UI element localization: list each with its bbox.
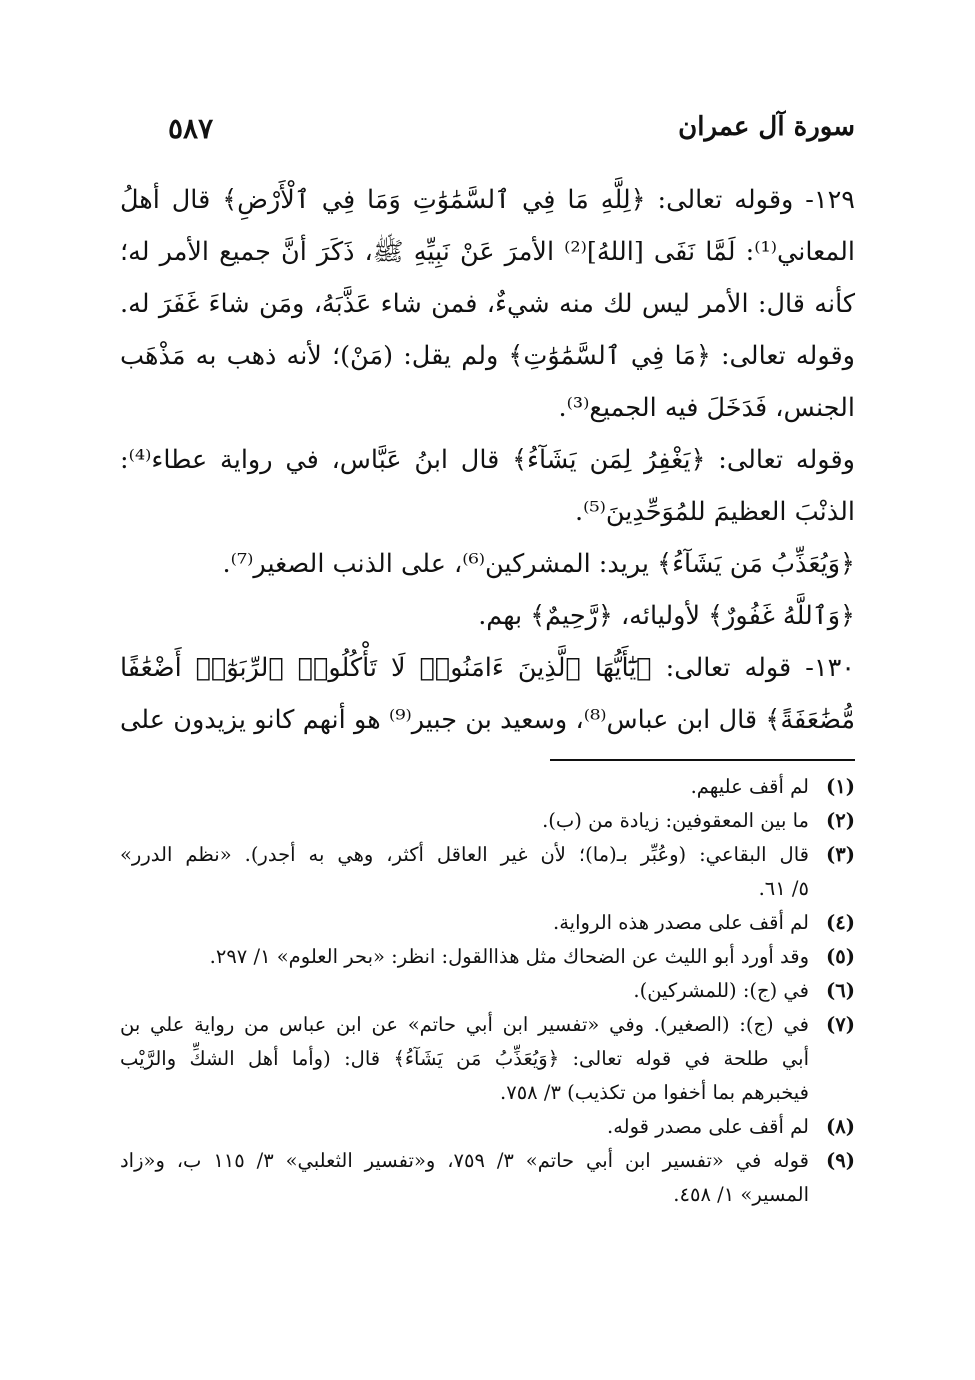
text-line: كأنه قال: الأمر ليس لك منه شيءٌ، فمن شاء عَذَّبَهُ، ومَن شاءَ غَفَرَ له. <box>120 289 855 319</box>
footnote-text <box>120 1008 809 1110</box>
footnote-line: لم أقف عليهم. <box>690 775 809 798</box>
text-line: ١٣٠- قوله تعالى: ﴿يَٰٓأَيُّهَا ٱلَّذِينَ ءَامَنُوا۟ لَا تَأْكُلُوا۟ ٱلرِّبَوٰٓا۟ أَضْعَٰفًا <box>120 653 855 683</box>
footnote <box>120 974 855 1008</box>
footnote-text <box>120 804 809 838</box>
footnote-line: أبي طلحة في قوله تعالى: ﴿وَيُعَذِّبُ مَن يَشَآءُ﴾ قال: (وأما أهل الشكِّ والرَّيْب <box>120 1047 809 1070</box>
footnote-line: قال البقاعي: (وعُبِّر بـ(ما)؛ لأن غير العاقل أكثر، وهي به أجدر). «نظم الدرر» <box>120 843 809 866</box>
footnote-number: (٢) <box>826 809 855 832</box>
footnote-line: فيخبرهم بما أخفوا من تكذيب) ٣/ ٧٥٨. <box>500 1081 809 1104</box>
footnote <box>120 770 855 804</box>
footnote-line: لم أقف على مصدر هذه الرواية. <box>553 911 809 934</box>
page-number: ٥٨٧ <box>168 112 214 145</box>
page-header <box>120 112 855 152</box>
footnote-text <box>120 940 809 974</box>
footnote <box>120 906 855 940</box>
footnote <box>120 804 855 838</box>
footnote <box>120 838 855 906</box>
footnote-text <box>120 906 809 940</box>
footnote-text <box>120 770 809 804</box>
footnote-line: ما بين المعقوفين: زيادة من (ب). <box>542 809 809 832</box>
text-line: وقوله تعالى: ﴿مَا فِي ٱلسَّمَٰوَٰتِ﴾ ولم يقل: (مَنْ)؛ لأنه ذهب به مَذْهَب <box>120 341 855 371</box>
text-line: الجنس، فَدَخَلَ فيه الجميع⁽³⁾. <box>558 393 855 423</box>
text-line: مُّضَٰعَفَةً﴾ قال ابن عباس⁽⁸⁾، وسعيد بن جبير⁽⁹⁾ هو أنهم كانو يزيدون على <box>120 705 855 735</box>
text-line: ﴿وَيُعَذِّبُ مَن يَشَآءُ﴾ يريد: المشركين⁽⁶⁾، على الذنب الصغير⁽⁷⁾. <box>222 549 855 579</box>
main-text <box>120 174 855 746</box>
footnote-number: (٩) <box>826 1149 855 1172</box>
footnote-number: (٥) <box>826 945 855 968</box>
footnote <box>120 1144 855 1212</box>
footnote <box>120 1008 855 1110</box>
footnote-number: (٦) <box>826 979 855 1002</box>
text-line: ١٢٩- وقوله تعالى: ﴿لِلَّهِ مَا فِي ٱلسَّمَٰوَٰتِ وَمَا فِي ٱلْأَرْضِ﴾ قال أهلُ <box>120 185 855 215</box>
text-line: ﴿وَٱللَّهُ غَفُورٌ﴾ لأوليائه، ﴿رَّحِيمٌ﴾ بهم. <box>478 601 855 631</box>
footnote-text <box>120 1144 809 1212</box>
footnote-number: (٤) <box>826 911 855 934</box>
footnote-line: قوله في «تفسير ابن أبي حاتم» ٣/ ٧٥٩، و«تفسير الثعلبي» ٣/ ١١٥ ب، و«زاد <box>120 1149 809 1172</box>
footnote <box>120 1110 855 1144</box>
footnote-line: وقد أورد أبو الليث عن الضحاك مثل هذاالقول: انظر: «بحر العلوم» ١/ ٢٩٧. <box>209 945 809 968</box>
footnote-number: (٧) <box>826 1013 855 1036</box>
footnote-text <box>120 974 809 1008</box>
footnote-line: في (ج): (الصغير). وفي «تفسير ابن أبي حاتم» عن ابن عباس من رواية علي بن <box>120 1013 809 1036</box>
text-line: الذنْبَ العظيمَ للمُوَحِّدِينَ⁽⁵⁾. <box>575 497 855 527</box>
text-line: المعاني⁽¹⁾: لَمَّا نَفَى [اللهُ]⁽²⁾ الأمرَ عَنْ نَبِيِّهِ ﷺ، ذَكَرَ أنَّ جميع الأمر له؛ <box>120 237 855 267</box>
footnote-number: (٨) <box>826 1115 855 1138</box>
running-title: سورة آل عمران <box>678 112 855 142</box>
footnote-line: ٥/ ٦١. <box>758 877 809 900</box>
footnotes <box>120 770 855 1212</box>
footnote-line: في (ج): (للمشركين). <box>633 979 809 1002</box>
footnote-text <box>120 838 809 906</box>
footnote-line: لم أقف على مصدر قوله. <box>607 1115 809 1138</box>
footnote <box>120 940 855 974</box>
text-line: وقوله تعالى: ﴿يَغْفِرُ لِمَن يَشَآءُ﴾ قال ابنُ عَبَّاس، في رواية عطاء⁽⁴⁾: <box>120 445 855 475</box>
footnote-line: المسير» ١/ ٤٥٨. <box>673 1183 809 1206</box>
footnote-separator <box>550 759 855 761</box>
footnote-text <box>120 1110 809 1144</box>
footnote-number: (١) <box>826 775 855 798</box>
footnote-number: (٣) <box>826 843 855 866</box>
